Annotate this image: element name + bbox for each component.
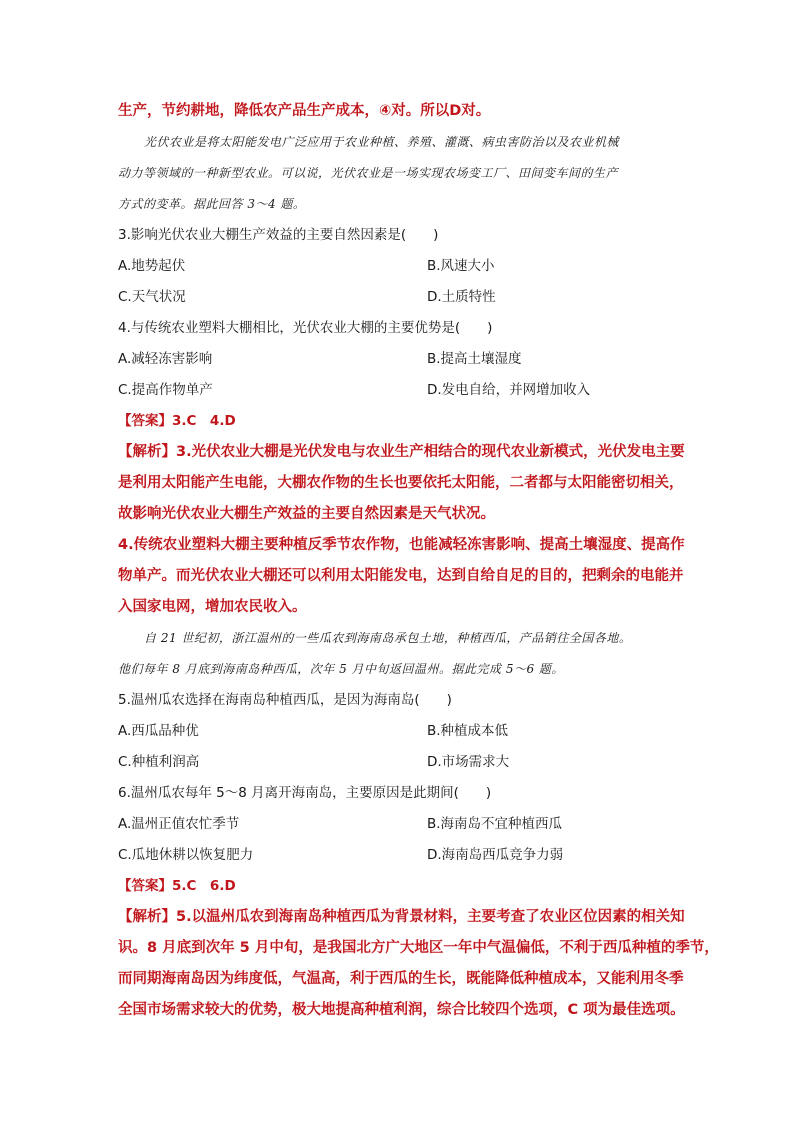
answer-tag: 【答案】 [118,413,172,429]
analysis-text: 5.以温州瓜农到海南岛种植西瓜为背景材料，主要考查了农业区位因素的相关知 [176,909,685,925]
question-3-option-b: B.风速大小 [427,258,495,274]
analysis-3-line-2: 是利用太阳能产生电能，大棚农作物的生长也要依托太阳能，二者都与太阳能密切相关， [118,475,684,491]
question-6-options-row-2 [118,840,678,871]
question-3-option-c: C.天气状况 [118,289,186,305]
analysis-4-line-2: 物单产。而光伏农业大棚还可以利用太阳能发电，达到自给自足的目的，把剩余的电能并 [118,568,684,584]
question-3-stem: 3.影响光伏农业大棚生产效益的主要自然因素是( ) [118,227,439,243]
continued-analysis-text: 生产，节约耕地，降低农产品生产成本，④对。所以D对。 [118,103,491,119]
passage-2-line-2: 他们每年 8 月底到海南岛种西瓜，次年 5 月中旬返回温州。据此完成 5～6 题。 [118,662,564,676]
question-6-option-d: D.海南岛西瓜竞争力弱 [427,847,564,863]
analysis-5-line-2: 识。8 月底到次年 5 月中旬，是我国北方广大地区一年中气温偏低，不利于西瓜种植的季节， [118,940,719,956]
question-3-option-d: D.土质特性 [427,289,496,305]
question-4-option-d: D.发电自给，并网增加收入 [427,382,591,398]
question-6-stem: 6.温州瓜农每年 5～8 月离开海南岛，主要原因是此期间( ) [118,785,492,801]
question-5-stem: 5.温州瓜农选择在海南岛种植西瓜，是因为海南岛( ) [118,692,452,708]
question-5-options-row-2 [118,747,678,778]
question-4-options-row-1 [118,344,678,375]
analysis-text: 3.光伏农业大棚是光伏发电与农业生产相结合的现代农业新模式，光伏发电主要 [176,444,685,460]
question-6-option-b: B.海南岛不宜种植西瓜 [427,816,563,832]
question-5-option-c: C.种植利润高 [118,754,200,770]
answer-tag: 【答案】 [118,878,172,894]
analysis-4-line-3: 入国家电网，增加农民收入。 [118,599,307,615]
question-3-options-row-2 [118,282,678,313]
answer-value: 3.C 4.D [172,413,236,429]
analysis-5-line-1 [118,902,685,933]
question-5-options-row-1 [118,716,678,747]
question-6-options-row-1 [118,809,678,840]
question-3-options-row-1 [118,251,678,282]
question-5-option-b: B.种植成本低 [427,723,509,739]
question-6-option-c: C.瓜地休耕以恢复肥力 [118,847,254,863]
answer-value: 5.C 6.D [172,878,236,894]
answer-3-4 [118,406,678,437]
answer-5-6 [118,871,678,902]
question-4-option-c: C.提高作物单产 [118,382,213,398]
question-5-option-d: D.市场需求大 [427,754,510,770]
passage-1-line-2: 动力等领域的一种新型农业。可以说，光伏农业是一场实现农场变工厂、田间变车间的生产 [118,166,619,180]
analysis-3-line-1 [118,437,685,468]
analysis-tag: 【解析】 [118,444,176,460]
passage-2-line-1: 自 21 世纪初，浙江温州的一些瓜农到海南岛承包土地，种植西瓜，产品销往全国各地。 [144,631,632,645]
passage-1-line-3: 方式的变革。据此回答 3～4 题。 [118,197,306,211]
question-4-option-b: B.提高土壤湿度 [427,351,522,367]
analysis-5-line-3: 而同期海南岛因为纬度低，气温高，利于西瓜的生长，既能降低种植成本，又能利用冬季 [118,971,684,987]
passage-1-line-1: 光伏农业是将太阳能发电广泛应用于农业种植、养殖、灌溉、病虫害防治以及农业机械 [144,135,620,149]
analysis-5-line-4: 全国市场需求较大的优势，极大地提高种植利润，综合比较四个选项，C 项为最佳选项。 [118,1002,685,1018]
document-page [118,96,719,1026]
question-6-option-a: A.温州正值农忙季节 [118,816,240,832]
question-4-option-a: A.减轻冻害影响 [118,351,213,367]
question-4-stem: 4.与传统农业塑料大棚相比，光伏农业大棚的主要优势是( ) [118,320,493,336]
analysis-3-line-3: 故影响光伏农业大棚生产效益的主要自然因素是天气状况。 [118,506,495,522]
analysis-tag: 【解析】 [118,909,176,925]
question-4-options-row-2 [118,375,678,406]
question-5-option-a: A.西瓜品种优 [118,723,199,739]
analysis-4-line-1: 4.传统农业塑料大棚主要种植反季节农作物，也能减轻冻害影响、提高土壤湿度、提高作 [118,537,685,553]
question-3-option-a: A.地势起伏 [118,258,186,274]
